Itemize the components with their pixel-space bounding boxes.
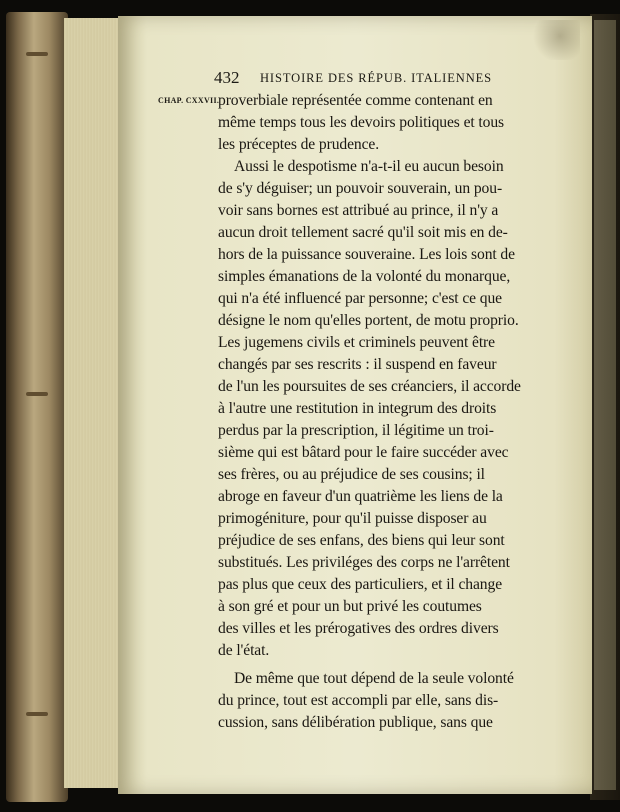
- text-line: les préceptes de prudence.: [218, 136, 380, 153]
- text-line: Les jugemens civils et criminels peuvent être: [218, 334, 495, 351]
- chapter-marginal-label: CHAP. CXXVII.: [158, 96, 220, 105]
- text-line: même temps tous les devoirs politiques et tous: [218, 114, 505, 131]
- text-line: de s'y déguiser; un pouvoir souverain, un pou-: [218, 180, 503, 197]
- book-cover-left: [6, 12, 68, 802]
- text-line: ses frères, ou au préjudice de ses cousins; il: [218, 466, 485, 483]
- text-line: de l'état.: [218, 642, 270, 659]
- text-line: à l'autre une restitution in integrum des droits: [218, 400, 497, 417]
- page-number: 432: [214, 68, 240, 87]
- text-line: voir sans bornes est attribué au prince, il n'y a: [218, 202, 499, 219]
- binding-mark: [26, 52, 48, 56]
- running-head: HISTOIRE DES RÉPUB. ITALIENNES: [260, 71, 493, 85]
- text-line: primogéniture, pour qu'il puisse disposer au: [218, 510, 487, 527]
- binding-mark: [26, 712, 48, 716]
- page-edge-right: [594, 20, 616, 790]
- text-line: cussion, sans délibération publique, sans que: [218, 714, 493, 731]
- text-line: préjudice de ses enfans, des biens qui leur sont: [218, 532, 505, 549]
- text-line: abroge en faveur d'un quatrième les liens de la: [218, 488, 503, 505]
- text-line: des villes et les prérogatives des ordres divers: [218, 620, 499, 637]
- text-line: hors de la puissance souveraine. Les lois sont de: [218, 246, 515, 263]
- text-line: du prince, tout est accompli par elle, sans dis-: [218, 692, 499, 709]
- text-line: changés par ses rescrits : il suspend en faveur: [218, 356, 497, 373]
- book-cover-right: [590, 14, 620, 800]
- page-edges: [64, 18, 124, 788]
- binding-mark: [26, 392, 48, 396]
- text-line: perdus par la prescription, il légitime un troi-: [218, 422, 494, 439]
- text-line: Aussi le despotisme n'a-t-il eu aucun besoin: [234, 158, 504, 175]
- text-line: désigne le nom qu'elles portent, de motu proprio.: [218, 312, 519, 329]
- text-line: substitués. Les priviléges des corps ne l'arrêtent: [218, 554, 510, 571]
- text-line: qui n'a été influencé par personne; c'est ce que: [218, 290, 502, 307]
- text-line: de l'un les poursuites de ses créanciers, il accorde: [218, 378, 521, 395]
- text-line: simples émanations de la volonté du monarque,: [218, 268, 511, 285]
- text-line: aucun droit tellement sacré qu'il soit mis en de-: [218, 224, 508, 241]
- text-line: De même que tout dépend de la seule volonté: [234, 670, 514, 687]
- stain: [530, 20, 580, 60]
- text-line: sième qui est bâtard pour le faire succéder avec: [218, 444, 509, 461]
- page-header: [214, 68, 514, 90]
- text-line: pas plus que ceux des particuliers, et il change: [218, 576, 503, 593]
- text-line: à son gré et pour un but privé les coutumes: [218, 598, 482, 615]
- text-line: proverbiale représentée comme contenant en: [218, 92, 493, 109]
